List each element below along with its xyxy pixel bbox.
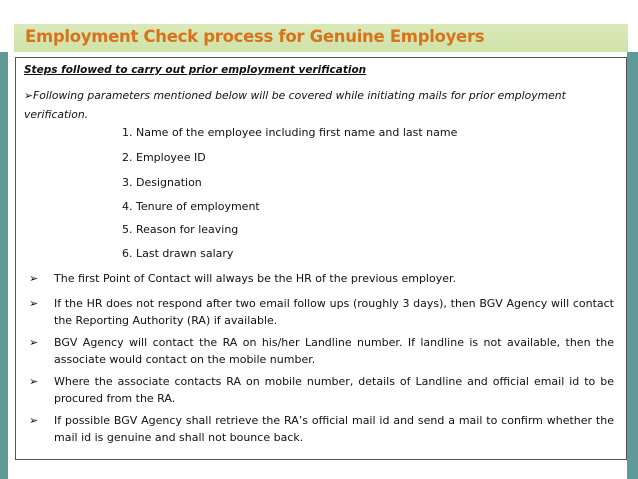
- bullet-text: If the HR does not respond after two email follow ups (roughly 3 days), then BGV Agency will contact the Reporting Authority (RA) if available.: [54, 297, 614, 327]
- arrow-bullet-icon: ➢: [29, 272, 39, 285]
- parameter-item: 4. Tenure of employment: [122, 200, 260, 213]
- bullet-text: Where the associate contacts RA on mobile number, details of Landline and official email id to be procured from the RA.: [54, 375, 614, 405]
- parameter-item: 3. Designation: [122, 176, 202, 189]
- intro-paragraph: [24, 86, 620, 124]
- intro-text: Following parameters mentioned below will be covered while initiating mails for prior employment verification.: [24, 89, 566, 121]
- parameter-item: 1. Name of the employee including first name and last name: [122, 126, 458, 139]
- arrow-bullet-icon: ➢: [29, 414, 39, 427]
- page-title: Employment Check process for Genuine Employers: [25, 27, 485, 46]
- bullet-text: The first Point of Contact will always be the HR of the previous employer.: [54, 272, 456, 285]
- bullet-item: [24, 334, 614, 368]
- bullet-text: BGV Agency will contact the RA on his/her Landline number. If landline is not available, then the associate would contact on the mobile number.: [54, 336, 614, 366]
- parameter-item: 2. Employee ID: [122, 151, 206, 164]
- bullet-text: If possible BGV Agency shall retrieve the RA’s official mail id and send a mail to confirm whether the mail id is genuine and shall not bounce back.: [54, 414, 614, 444]
- arrow-bullet-icon: ➢: [29, 336, 39, 349]
- steps-heading: Steps followed to carry out prior employment verification: [24, 64, 367, 76]
- parameter-item: 6. Last drawn salary: [122, 247, 234, 260]
- arrow-bullet-icon: ➢: [24, 89, 34, 102]
- bullet-item: [24, 295, 614, 329]
- arrow-bullet-icon: ➢: [29, 375, 39, 388]
- bullet-item: [24, 373, 614, 407]
- bullet-item: [24, 270, 614, 287]
- bullet-item: [24, 412, 614, 446]
- parameter-item: 5. Reason for leaving: [122, 223, 239, 236]
- left-decor-bar: [0, 52, 8, 479]
- right-decor-bar: [627, 52, 638, 479]
- arrow-bullet-icon: ➢: [29, 297, 39, 310]
